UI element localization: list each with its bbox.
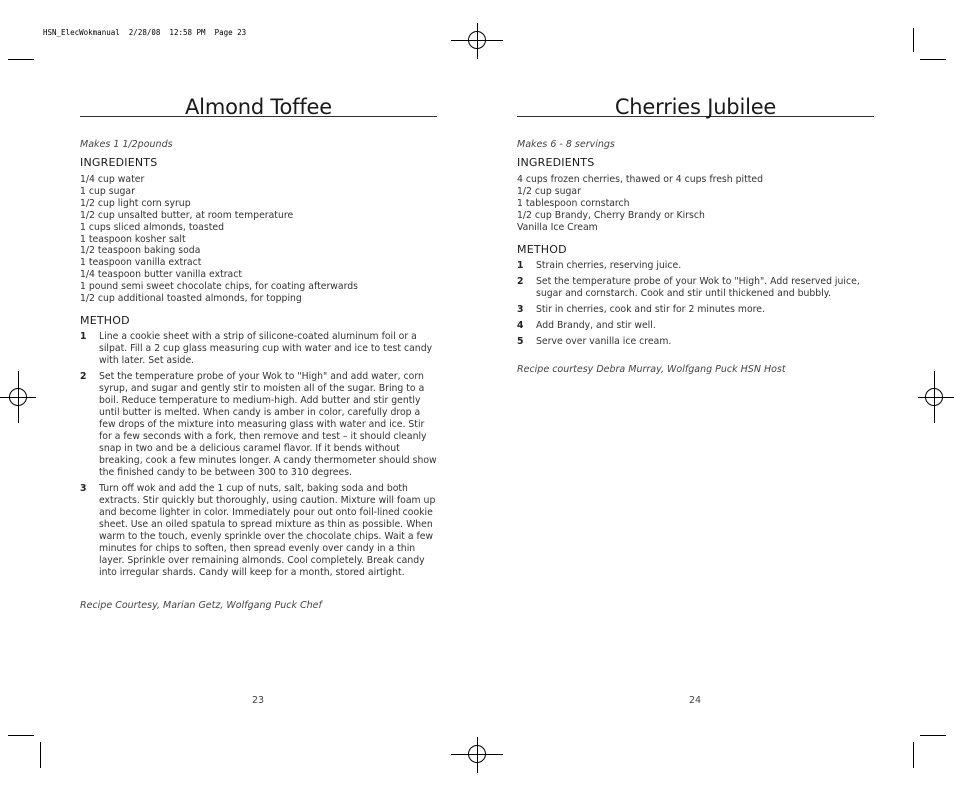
ingredients-list [517, 174, 874, 234]
step-number: 2 [80, 370, 87, 382]
method-step [517, 320, 874, 332]
recipe-title: Cherries Jubilee [517, 94, 874, 117]
recipe-title: Almond Toffee [80, 94, 437, 117]
step-text: Set the temperature probe of your Wok to "High" and add water, corn syrup, and sugar and gently stir to moisten all of the sugar. Bring to a boil. Reduce temperature to medium-high. Add butter and stir gently until butter is melted. When candy is amber in color, carefully drop a few drops of the mixture into measuring glass with water and ice. Stir for a few seconds with a fork, then remove and test – it should cleanly snap in two and be a delicious caramel flavor. If it bends without breaking, cook a few minutes longer. A candy thermometer should show the finished candy to be between 300 to 310 degrees. [99, 370, 437, 478]
ingredients-list [80, 174, 437, 305]
step-text: Line a cookie sheet with a strip of silicone-coated aluminum foil or a silpat. Fill a 2 cup glass measuring cup with water and ice to test candy with later. Set aside. [99, 330, 433, 366]
step-number: 3 [517, 303, 524, 315]
step-text: Add Brandy, and stir well. [536, 319, 656, 331]
ingredient-item: 1/2 cup unsalted butter, at room temperature [80, 209, 294, 221]
ingredient-item: 1 teaspoon kosher salt [80, 233, 186, 245]
page-number-right: 24 [689, 695, 702, 706]
recipe-page-almond-toffee [80, 94, 437, 612]
step-number: 1 [80, 330, 87, 342]
crop-mark [920, 59, 946, 60]
ingredients-heading: INGREDIENTS [517, 156, 595, 169]
page-number-left: 23 [252, 695, 265, 706]
method-step [517, 276, 874, 300]
step-text: Strain cherries, reserving juice. [536, 259, 682, 271]
ingredient-item: 1 cup sugar [80, 185, 135, 197]
ingredient-item: Vanilla Ice Cream [517, 221, 598, 233]
step-text: Turn off wok and add the 1 cup of nuts, salt, baking soda and both extracts. Stir quickly but thoroughly, using caution. Mixture will foam up and become lighter in color. Immediately pour out onto foil-lined cookie sheet. Use an oiled spatula to spread mixture as thin as possible. When warm to the touch, evenly sprinkle over the chocolate chips. Wait a few minutes for chips to soften, then spread evenly over candy in a thin layer. Sprinkle over remaining almonds. Cool completely. Break candy into irregular shards. Candy will keep for a month, stored airtight. [99, 482, 436, 578]
ingredient-item: 1/4 cup water [80, 174, 145, 185]
ingredient-item: 1 cups sliced almonds, toasted [80, 221, 224, 233]
step-number: 1 [517, 259, 524, 271]
method-steps [80, 331, 437, 579]
crop-mark [913, 28, 914, 52]
recipe-credit: Recipe Courtesy, Marian Getz, Wolfgang Puck Chef [80, 599, 322, 611]
method-step [517, 336, 874, 348]
ingredient-item: 1 pound semi sweet chocolate chips, for coating afterwards [80, 281, 358, 293]
recipe-yield: Makes 6 - 8 servings [517, 139, 615, 150]
crop-mark [8, 735, 34, 736]
ingredient-item: 1/2 teaspoon baking soda [80, 245, 201, 257]
crop-mark [920, 735, 946, 736]
ingredient-item: 1/2 cup sugar [517, 185, 581, 197]
crop-mark [913, 742, 914, 768]
ingredient-item: 1/2 cup Brandy, Cherry Brandy or Kirsch [517, 209, 705, 221]
step-text: Serve over vanilla ice cream. [536, 335, 672, 347]
ingredient-item: 1/2 cup additional toasted almonds, for topping [80, 293, 302, 305]
step-number: 5 [517, 335, 524, 347]
step-number: 3 [80, 482, 87, 494]
ingredient-item: 1/2 cup light corn syrup [80, 197, 191, 209]
recipe-page-cherries-jubilee [517, 94, 874, 376]
step-number: 2 [517, 275, 524, 287]
ingredient-item: 1 tablespoon cornstarch [517, 197, 630, 209]
method-step [517, 260, 874, 272]
print-slug: HSN_ElecWokmanual 2/28/08 12:58 PM Page 23 [43, 28, 247, 37]
recipe-yield: Makes 1 1/2pounds [80, 139, 173, 150]
method-heading: METHOD [80, 313, 130, 327]
recipe-credit: Recipe courtesy Debra Murray, Wolfgang Puck HSN Host [517, 363, 786, 375]
crop-mark [40, 742, 41, 768]
crop-mark [8, 59, 34, 60]
method-heading: METHOD [517, 242, 567, 256]
ingredients-heading: INGREDIENTS [80, 156, 158, 169]
ingredient-item: 4 cups frozen cherries, thawed or 4 cups fresh pitted [517, 174, 764, 185]
method-steps [517, 260, 874, 348]
ingredient-item: 1 teaspoon vanilla extract [80, 257, 202, 269]
ingredient-item: 1/4 teaspoon butter vanilla extract [80, 269, 243, 281]
method-step [80, 371, 437, 479]
method-step [80, 331, 437, 367]
step-number: 4 [517, 319, 524, 331]
step-text: Set the temperature probe of your Wok to "High". Add reserved juice, sugar and cornstarch. Cook and stir until thickened and bubbly. [536, 275, 860, 299]
method-step [80, 483, 437, 579]
step-text: Stir in cherries, cook and stir for 2 minutes more. [536, 303, 765, 315]
method-step [517, 304, 874, 316]
